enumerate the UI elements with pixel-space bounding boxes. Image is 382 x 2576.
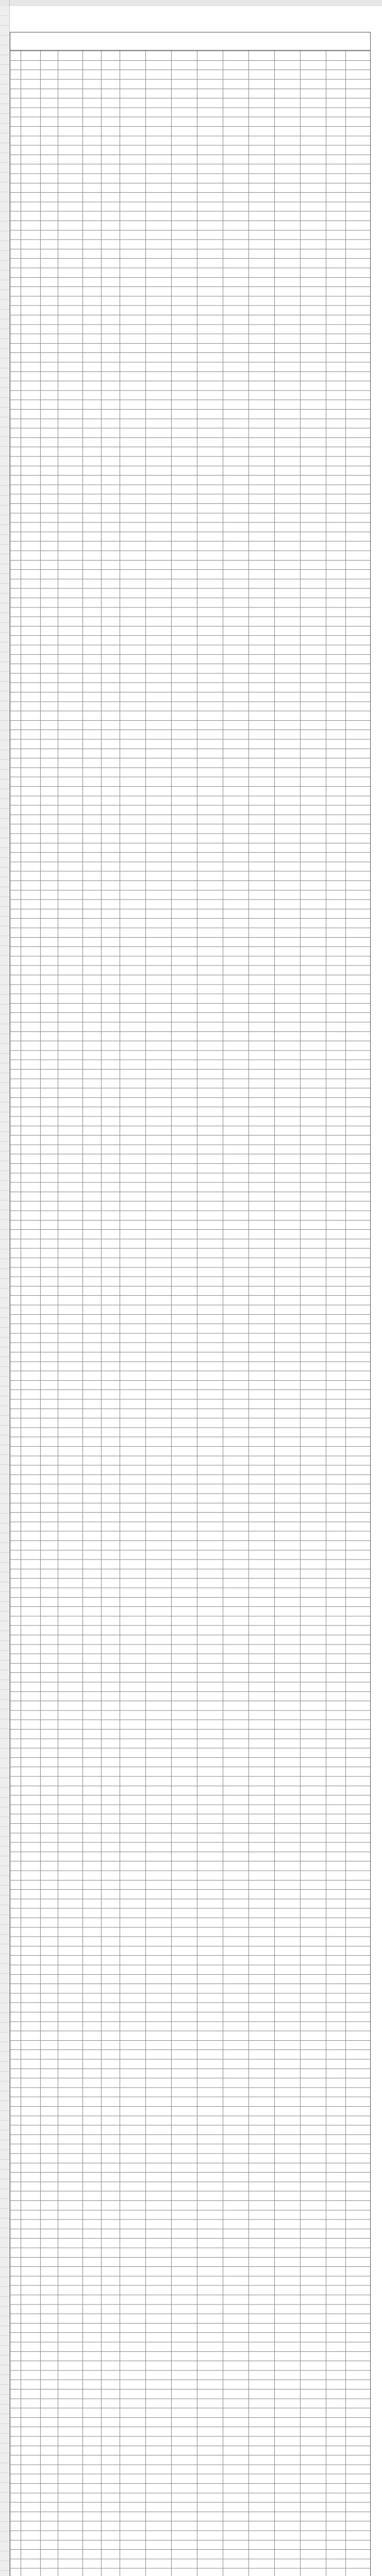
select-all-corner[interactable]: [0, 0, 10, 6]
worksheet: [10, 6, 382, 2576]
table-header-row: [10, 32, 371, 50]
row-number-gutter[interactable]: [0, 6, 10, 2576]
sheet-title: [10, 6, 382, 18]
data-table-grid[interactable]: [10, 32, 371, 2576]
